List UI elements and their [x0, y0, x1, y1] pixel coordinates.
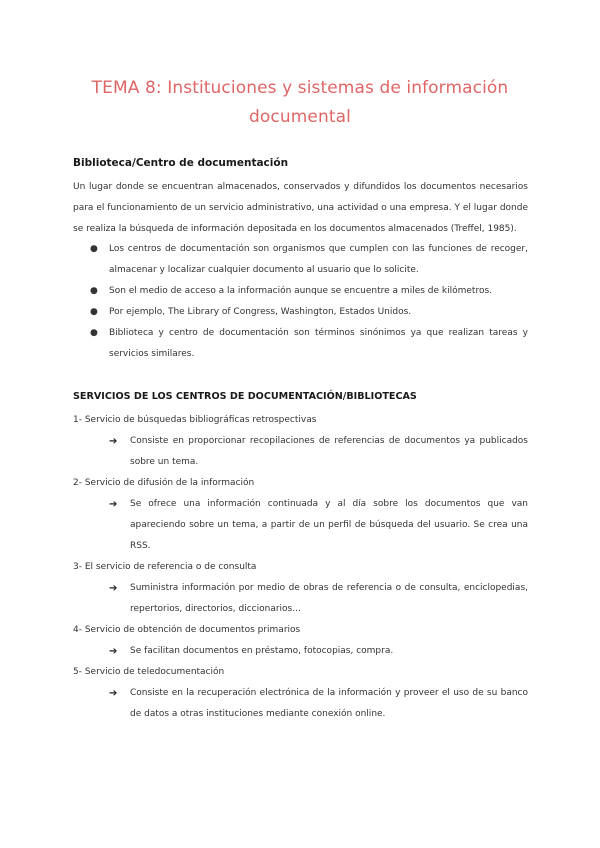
arrow-icon: ➔	[109, 499, 118, 510]
list-item-text: Son el medio de acceso a la información aunque se encuentre a miles de kilómetros.	[109, 286, 493, 296]
bullet-list	[90, 239, 528, 365]
service-description-text: Consiste en proporcionar recopilaciones de referencias de documentos ya publicados sobre un tema.	[130, 436, 528, 467]
list-item-text: Biblioteca y centro de documentación son términos sinónimos ya que realizan tareas y servicios similares.	[109, 328, 528, 359]
service-description-text: Consiste en la recuperación electrónica de la información y proveer el uso de su banco de datos a otras instituciones mediante conexión online.	[130, 688, 528, 719]
list-item	[90, 281, 528, 302]
bullet-icon: ●	[90, 286, 98, 296]
list-item	[90, 323, 528, 365]
service-item	[73, 662, 528, 725]
arrow-icon: ➔	[109, 688, 118, 699]
bullet-icon: ●	[90, 328, 98, 338]
service-description	[109, 641, 528, 662]
title-line-2: documental	[249, 107, 351, 127]
service-title: 3- El servicio de referencia o de consulta	[73, 562, 257, 572]
service-description-text: Se ofrece una información continuada y al día sobre los documentos que van apareciendo sobre un tema, a partir de un perfil de búsqueda del usuario. Se crea una RSS.	[130, 499, 528, 551]
service-title: 1- Servicio de búsquedas bibliográficas retrospectivas	[73, 415, 317, 425]
service-item	[73, 410, 528, 473]
list-item	[90, 302, 528, 323]
service-title: 5- Servicio de teledocumentación	[73, 667, 225, 677]
bullet-icon: ●	[90, 307, 98, 317]
services-list	[73, 410, 528, 725]
arrow-icon: ➔	[109, 436, 118, 447]
section-heading-servicios: SERVICIOS DE LOS CENTROS DE DOCUMENTACIÓN/BIBLIOTECAS	[73, 391, 417, 402]
list-item-text: Los centros de documentación son organismos que cumplen con las funciones de recoger, almacenar y localizar cualquier documento al usuario que lo solicite.	[109, 244, 528, 275]
service-item	[73, 473, 528, 557]
title-line-1: TEMA 8: Instituciones y sistemas de información	[91, 78, 509, 98]
service-description	[109, 431, 528, 473]
service-title: 2- Servicio de difusión de la información	[73, 478, 255, 488]
arrow-icon: ➔	[109, 646, 118, 657]
list-item-text: Por ejemplo, The Library of Congress, Washington, Estados Unidos.	[109, 307, 412, 317]
service-item	[73, 620, 528, 662]
list-item	[90, 239, 528, 281]
service-description	[109, 578, 528, 620]
service-description-text: Suministra información por medio de obras de referencia o de consulta, enciclopedias, repertorios, directorios, diccionarios...	[130, 583, 528, 614]
document-title	[60, 76, 540, 130]
service-description-text: Se facilitan documentos en préstamo, fotocopias, compra.	[130, 646, 394, 656]
definition-paragraph: Un lugar donde se encuentran almacenados, conservados y difundidos los documentos necesarios para el funcionamiento de un servicio administrativo, una actividad o una empresa. Y el lugar donde se realiza la búsqueda de información depositada en los documentos almacenados (Treffel, 1985).	[73, 182, 528, 234]
service-description	[109, 683, 528, 725]
arrow-icon: ➔	[109, 583, 118, 594]
service-description	[109, 494, 528, 557]
service-title: 4- Servicio de obtención de documentos primarios	[73, 625, 301, 635]
service-item	[73, 557, 528, 620]
section-heading-biblioteca: Biblioteca/Centro de documentación	[73, 157, 289, 169]
bullet-icon: ●	[90, 244, 98, 254]
